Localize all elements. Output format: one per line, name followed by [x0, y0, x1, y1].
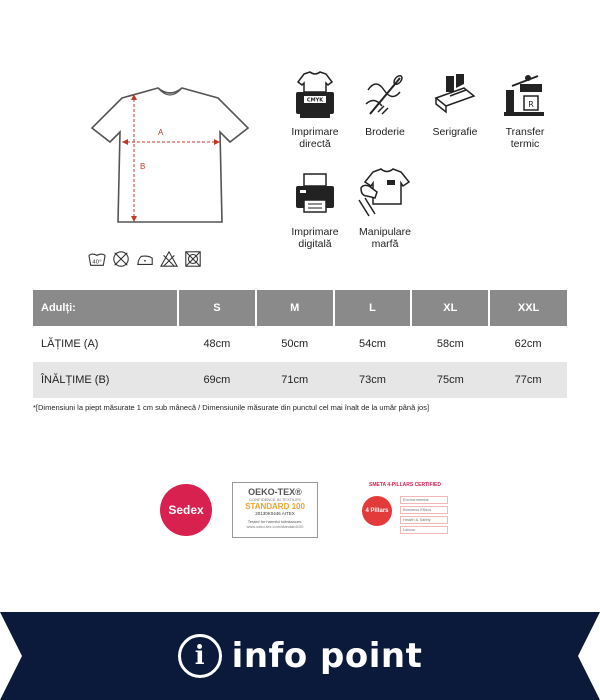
wash-temp-label: 40°: [92, 259, 102, 266]
row-label: LĂȚIME (A): [41, 338, 99, 350]
technique-label: Imprimare directă: [291, 126, 339, 150]
table-cell: 62cm: [514, 338, 542, 350]
smeta-pillar: Environmental: [400, 496, 448, 504]
oeko-tagline: CONFIDENCE IN TEXTILES: [249, 497, 301, 502]
smeta-pillar: Business Ethics: [400, 506, 448, 514]
embroidery-icon: [360, 70, 410, 122]
smeta-pillar: Health & Safety: [400, 516, 448, 524]
technique-label: Serigrafie: [432, 126, 478, 138]
technique-label: Manipulare marfă: [359, 226, 411, 250]
technique-label: Imprimare digitală: [291, 226, 339, 250]
oeko-standard: STANDARD 100: [245, 502, 305, 511]
banner-content: [0, 612, 600, 700]
oeko-tex-label: [232, 482, 318, 538]
table-row: [33, 326, 567, 362]
info-icon: i: [178, 634, 222, 678]
measure-b-label: B: [140, 162, 146, 171]
header-cell: M: [256, 290, 334, 326]
technique-screen-print: [420, 70, 490, 138]
size-note: *[Dimensiuni la piept măsurate 1 cm sub mânecă / Dimensiunile măsurate din punctul cel mai înalt de la umăr până jos]: [33, 403, 430, 412]
handling-icon: [357, 166, 413, 222]
smeta-header: SMETA 4-PILLARS CERTIFIED: [369, 482, 441, 488]
header-cell: XL: [411, 290, 489, 326]
header-cell: Adulți:: [33, 290, 178, 326]
size-table: [33, 290, 567, 398]
oeko-tested: Tested for harmful substances.: [247, 519, 303, 524]
oeko-code: 20130K0446 AITEX: [255, 511, 295, 516]
technique-direct-print: [280, 70, 350, 150]
technique-handling: [350, 166, 420, 250]
technique-label: Transfer termic: [505, 126, 545, 150]
wash-40-icon: [88, 250, 106, 268]
table-cell: 54cm: [359, 338, 386, 350]
no-bleach-icon: [112, 250, 130, 268]
screen-print-icon: [430, 70, 480, 122]
table-cell: 50cm: [281, 338, 309, 350]
technique-label: Broderie: [365, 126, 405, 138]
row-label: ÎNĂLȚIME (B): [33, 362, 178, 398]
measure-a-label: A: [158, 128, 164, 137]
technique-digital-print: [280, 170, 350, 250]
header-cell: L: [334, 290, 412, 326]
no-tumble-dry-icon: [160, 250, 178, 268]
smeta-logo: [362, 482, 448, 538]
oeko-url: www.oeko-tex.com/standard100: [246, 524, 304, 529]
technique-embroidery: [350, 70, 420, 138]
header-cell: S: [178, 290, 256, 326]
table-cell: 58cm: [436, 338, 464, 350]
table-cell: 75cm: [411, 362, 489, 398]
info-point-banner[interactable]: [0, 612, 600, 700]
table-cell: 71cm: [256, 362, 334, 398]
svg-text:R: R: [528, 100, 534, 109]
heat-transfer-icon: [500, 70, 550, 122]
digital-print-icon: [290, 170, 340, 222]
certifications: [0, 478, 600, 540]
care-instructions: [88, 250, 202, 268]
table-row: [33, 362, 567, 398]
table-cell: 48cm: [203, 338, 231, 350]
smeta-pillar: Labour: [400, 526, 448, 534]
no-dry-clean-icon: [184, 250, 202, 268]
direct-print-icon: [290, 70, 340, 122]
iron-icon: [136, 250, 154, 268]
header-cell: XXL: [489, 290, 567, 326]
table-cell: 77cm: [489, 362, 567, 398]
technique-heat-transfer: [490, 70, 560, 150]
tshirt-outline-icon: [70, 80, 270, 230]
cmyk-badge: CMYK: [306, 97, 324, 104]
banner-text: info point: [231, 636, 423, 676]
table-cell: 69cm: [178, 362, 256, 398]
sedex-logo: Sedex: [160, 484, 212, 536]
size-table-header: [33, 290, 567, 326]
oeko-title: OEKO-TEX®: [248, 487, 302, 497]
table-cell: 73cm: [334, 362, 412, 398]
smeta-badge: 4 Pillars: [362, 496, 392, 526]
tshirt-diagram: [70, 80, 270, 230]
